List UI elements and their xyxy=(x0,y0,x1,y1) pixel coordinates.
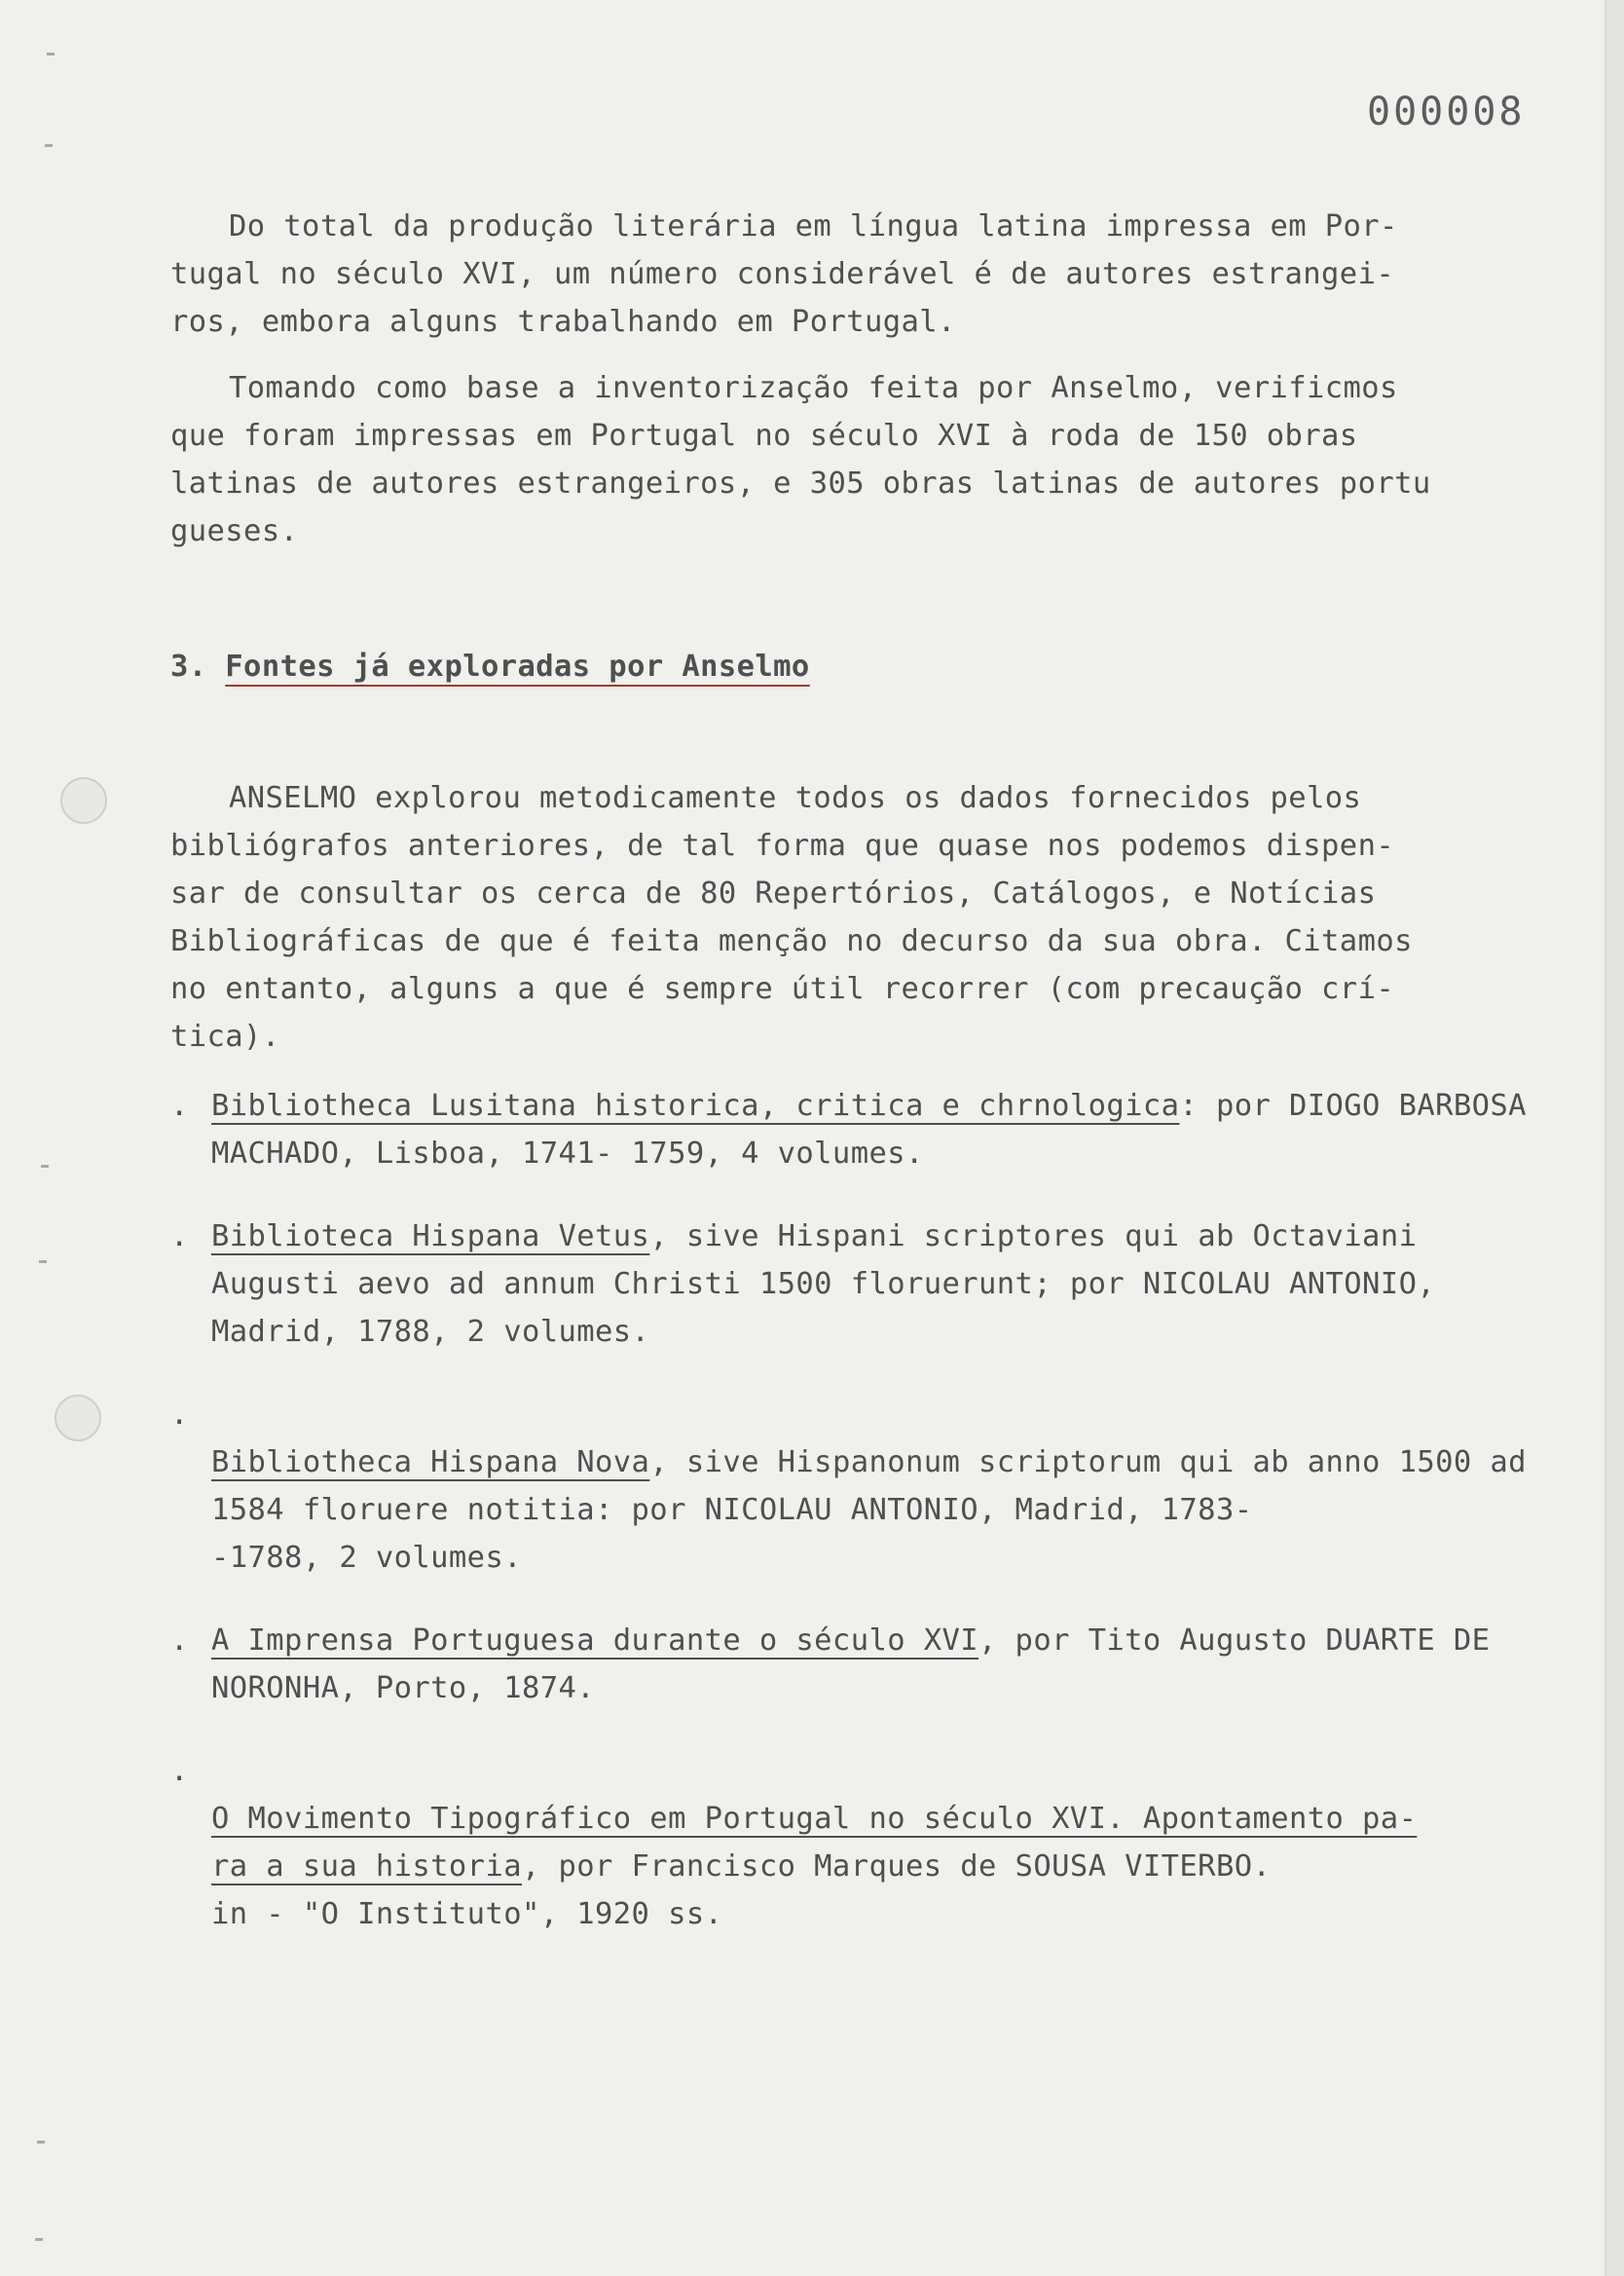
paragraph-inventory: Tomando como base a inventorização feita por Anselmo, verificmos que foram impressas em Portugal no século XVI à roda de 150 obras latinas de autores estrangeiros, e 305 obras latinas de autores portu gueses. xyxy=(170,371,1431,548)
margin-mark xyxy=(41,1165,49,1168)
work-details: , por Francisco Marques de SOUSA VITERBO. xyxy=(521,1849,1272,1884)
paragraph-anselmo: ANSELMO explorou metodicamente todos os dados fornecidos pelos bibliógrafos anteriores, de tal forma que quase nos podemos dispen- sar de consultar os cerca de 80 Repertórios, Catálogos, e Notícias Bibliográficas de que é feita menção no decurso da sua obra. Citamos no entanto, alguns a que é sempre útil recorrer (com precaução crí- tica). xyxy=(170,781,1413,1054)
bullet: . xyxy=(170,1754,189,1788)
margin-mark xyxy=(37,2141,45,2144)
work-details: , sive Hispanonum scriptorum qui ab anno 1500 ad 1584 floruere notitia: por NICOLAU ANTONIO, Madrid, 1783- -1788, 2 volumes. xyxy=(211,1445,1527,1575)
punch-hole xyxy=(55,1395,101,1441)
page-edge xyxy=(1605,0,1624,2276)
publication-note: in - "O Instituto", 1920 ss. xyxy=(211,1897,723,1931)
margin-mark xyxy=(47,53,55,56)
work-details: , sive Hispani scriptores qui ab Octaviani Augusti aevo ad annum Christi 1500 floruerunt; por NICOLAU ANTONIO, Madrid, 1788, 2 volumes. xyxy=(211,1219,1436,1349)
margin-mark xyxy=(45,144,53,147)
work-details: , por Tito Augusto DUARTE DE NORONHA, Porto, 1874. xyxy=(211,1623,1491,1705)
work-title: Bibliotheca Hispana Nova xyxy=(211,1445,650,1479)
document-body xyxy=(170,203,1553,2021)
work-title: A Imprensa Portuguesa durante o século XVI xyxy=(211,1623,979,1658)
work-title: O Movimento Tipográfico em Portugal no século XVI. Apontamento pa- ra a sua historia xyxy=(211,1802,1418,1884)
bullet: . xyxy=(170,1219,189,1253)
margin-mark xyxy=(39,1260,47,1263)
bibliography-item xyxy=(170,1747,1553,1986)
bullet: . xyxy=(170,1623,189,1658)
work-details: : por DIOGO BARBOSA MACHADO, Lisboa, 1741- 1759, 4 volumes. xyxy=(211,1089,1527,1171)
bibliography-item xyxy=(170,1617,1553,1712)
section-heading xyxy=(170,643,1553,690)
work-title: Biblioteca Hispana Vetus xyxy=(211,1219,650,1253)
work-title: Bibliotheca Lusitana historica, critica e chrnologica xyxy=(211,1089,1180,1123)
bibliography-item xyxy=(170,1391,1553,1582)
bullet: . xyxy=(170,1398,189,1432)
margin-mark xyxy=(35,2238,43,2241)
bibliography-list xyxy=(170,1082,1553,1986)
page-number: 000008 xyxy=(1367,90,1526,134)
bullet: . xyxy=(170,1089,189,1123)
bibliography-item xyxy=(170,1082,1553,1177)
bibliography-item xyxy=(170,1213,1553,1356)
paragraph-intro: Do total da produção literária em língua latina impressa em Por- tugal no século XVI, um número considerável é de autores estrangei- ros, embora alguns trabalhando em Portugal. xyxy=(170,209,1398,339)
section-number: 3. xyxy=(170,650,207,684)
punch-hole xyxy=(60,777,107,824)
section-title: Fontes já exploradas por Anselmo xyxy=(225,650,810,684)
